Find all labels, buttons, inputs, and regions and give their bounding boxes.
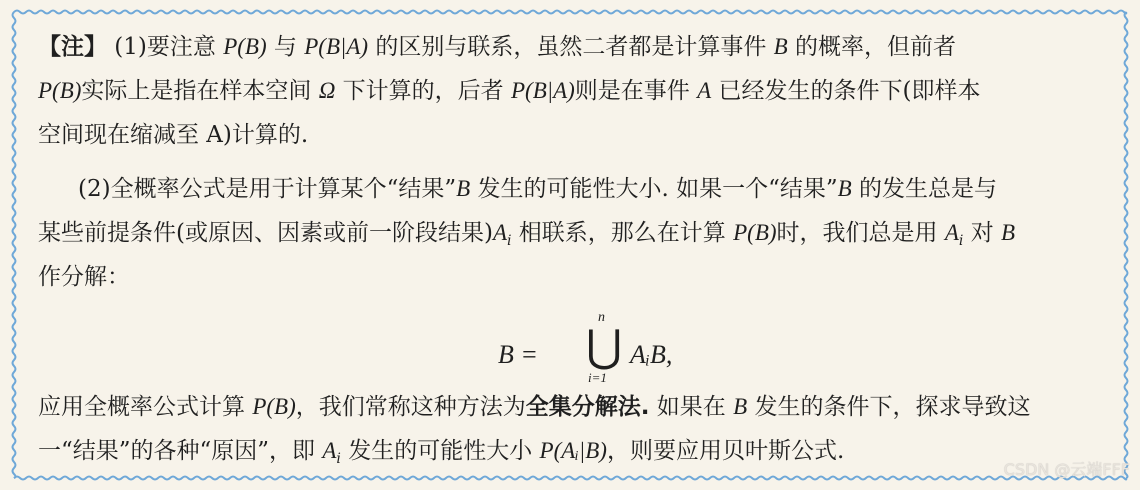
math-subscript: i bbox=[958, 233, 964, 249]
math: P(Aᵢ|B) bbox=[539, 438, 607, 463]
math: P(B|A) bbox=[304, 34, 369, 59]
union-operator-icon: ⋃ bbox=[586, 322, 623, 371]
text: 一“结果”的各种“原因”，即 bbox=[38, 438, 323, 464]
math: Ω bbox=[318, 78, 336, 103]
text: 的发生总是与 bbox=[851, 176, 997, 202]
bold-term: 全集分解法. bbox=[525, 394, 650, 420]
p2-line-1 bbox=[78, 170, 997, 203]
text: 应用全概率公式计算 bbox=[38, 394, 253, 420]
math: A bbox=[944, 220, 959, 245]
math-subscript: i bbox=[336, 451, 341, 467]
math: B bbox=[733, 394, 748, 419]
text: 下计算的，后者 bbox=[335, 78, 511, 104]
math: A bbox=[322, 438, 337, 463]
formula-upper-limit: n bbox=[598, 310, 605, 325]
wavy-border-right bbox=[1125, 12, 1128, 478]
p1-line-1 bbox=[38, 28, 956, 61]
math: P(B) bbox=[733, 220, 777, 245]
text: 发生的条件下，探求导致这 bbox=[747, 394, 1031, 420]
text: 发生的可能性大小 bbox=[340, 438, 540, 464]
math: B bbox=[773, 34, 788, 59]
text: 已经发生的条件下(即样本 bbox=[711, 78, 981, 104]
text: 发生的可能性大小. 如果一个“结果” bbox=[470, 176, 838, 202]
wavy-border-left bbox=[13, 12, 16, 478]
math: B bbox=[837, 176, 852, 201]
math: B bbox=[1001, 220, 1016, 245]
p3-line-2 bbox=[38, 432, 844, 467]
wavy-border-bottom bbox=[14, 477, 1126, 480]
note-label: 【注】 bbox=[38, 34, 107, 60]
text: (2)全概率公式是用于计算某个“结果” bbox=[78, 176, 457, 202]
formula-lower-limit: i=1 bbox=[588, 370, 607, 385]
formula-rhs: AᵢB, bbox=[630, 340, 673, 369]
text: 对 bbox=[963, 220, 1002, 246]
watermark: CSDN @云端FFF bbox=[1003, 460, 1130, 479]
p2-line-3: 作分解： bbox=[38, 264, 130, 290]
text: 则是在事件 bbox=[574, 78, 698, 104]
text: 与 bbox=[266, 34, 305, 60]
math: A bbox=[697, 78, 712, 103]
math: A bbox=[492, 220, 508, 245]
text: 某些前提条件(或原因、因素或前一阶段结果) bbox=[38, 220, 493, 246]
math: B bbox=[456, 176, 471, 201]
math: P(B|A) bbox=[511, 78, 575, 103]
p1-line-3: 空间现在缩减至 A)计算的. bbox=[38, 122, 309, 148]
text: 时，我们总是用 bbox=[776, 220, 945, 246]
text: ，我们常称这种方法为 bbox=[295, 394, 526, 420]
p3-line-1 bbox=[38, 388, 1030, 421]
text: 实际上是指在样本空间 bbox=[81, 78, 319, 104]
p1-line-2 bbox=[38, 72, 980, 105]
formula-lhs: B = bbox=[498, 340, 538, 369]
wavy-border-top bbox=[14, 11, 1126, 14]
math: P(B) bbox=[223, 34, 267, 59]
p2-line-2 bbox=[38, 214, 1015, 249]
text: 的区别与联系，虽然二者都是计算事件 bbox=[368, 34, 774, 60]
math: P(B) bbox=[38, 78, 82, 103]
text: ，则要应用贝叶斯公式. bbox=[606, 438, 845, 464]
text: 的概率，但前者 bbox=[787, 34, 957, 60]
text: (1)要注意 bbox=[107, 34, 224, 60]
math-subscript: i bbox=[507, 233, 512, 249]
text: 如果在 bbox=[649, 394, 734, 420]
text: 相联系，那么在计算 bbox=[511, 220, 734, 246]
math: P(B) bbox=[252, 394, 296, 419]
